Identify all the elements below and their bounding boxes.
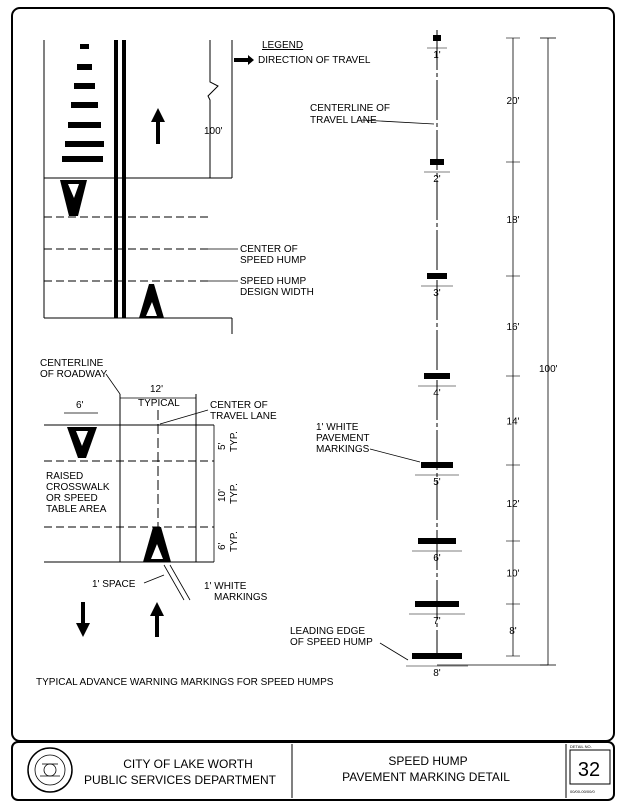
dim-5: 5' (217, 442, 228, 450)
raised-3: OR SPEED (46, 493, 98, 504)
marking-bar-7 (415, 601, 459, 607)
bar-width-label-7: 7' (433, 616, 441, 627)
spacing-label-6: 10' (506, 568, 520, 580)
typ-3: TYP. (229, 531, 240, 552)
spacing-label-2: 18' (506, 215, 520, 226)
total-100-label: 100' (539, 364, 558, 375)
raised-4: TABLE AREA (46, 504, 107, 515)
bar-width-label-6: 6' (433, 553, 441, 564)
spacing-label-4: 14' (506, 416, 520, 428)
bar-width-label-1: 1' (433, 50, 441, 61)
white-markings-1: 1' WHITE (204, 581, 247, 592)
marking-bar-4 (424, 373, 450, 379)
space-label: 1' SPACE (92, 579, 136, 590)
pavement-2: PAVEMENT (316, 433, 370, 444)
spacing-label-5: 12' (506, 499, 520, 510)
design-width-2: DESIGN WIDTH (240, 287, 314, 298)
down-arrow-icon (76, 602, 90, 637)
up-arrow-icon (151, 108, 165, 144)
typical-label: TYPICAL (138, 398, 180, 409)
pavement-3: MARKINGS (316, 444, 370, 455)
bar-width-label-8: 8' (433, 668, 441, 679)
center-of-speed-hump-2: SPEED HUMP (240, 255, 307, 266)
bar-width-label-4: 4' (433, 388, 441, 399)
title-block-frame (12, 742, 614, 800)
caption: TYPICAL ADVANCE WARNING MARKINGS FOR SPEED HUMPS (36, 677, 334, 688)
right-detail (290, 30, 558, 679)
spacing-label-1: 20' (506, 96, 520, 107)
crosswalk-detail (40, 358, 277, 637)
typ-2: TYP. (229, 483, 240, 504)
title-line-2: PAVEMENT MARKING DETAIL (342, 770, 510, 784)
title-line-1: SPEED HUMP (388, 754, 468, 768)
dim-6: 6' (217, 542, 228, 550)
leading-edge-2: OF SPEED HUMP (290, 637, 373, 648)
marking-bar-2 (430, 159, 444, 165)
center-travel-2: TRAVEL LANE (210, 411, 277, 422)
leading-edge-1: LEADING EDGE (290, 626, 366, 637)
detail-number: 32 (577, 759, 601, 781)
legend-item: DIRECTION OF TRAVEL (258, 55, 371, 66)
marking-bar-8 (412, 653, 462, 659)
marking-bar-3 (427, 273, 447, 279)
bar-width-label-5: 5' (433, 477, 441, 488)
centerline-roadway-1: CENTERLINE (40, 358, 104, 369)
pavement-1: 1' WHITE (316, 422, 359, 433)
legend-heading: LEGEND (262, 40, 304, 51)
centerline-travel-1: CENTERLINE OF (310, 103, 391, 114)
marking-bar-1 (433, 35, 441, 41)
white-markings-2: MARKINGS (214, 592, 268, 603)
bar-width-label-2: 2' (433, 174, 441, 185)
spacing-label-7: 8' (509, 626, 517, 637)
width-12-label: 12' (150, 384, 164, 395)
up-arrow-icon (150, 602, 164, 637)
center-of-speed-hump-1: CENTER OF (240, 244, 298, 255)
marking-bar-5 (421, 462, 453, 468)
top-left-detail (44, 40, 314, 334)
revision-code: 00/00-00/00/0 (570, 789, 595, 794)
city-seal (28, 748, 72, 792)
center-travel-1: CENTER OF (210, 400, 268, 411)
raised-1: RAISED (46, 471, 84, 482)
dim-10: 10' (217, 488, 228, 502)
department-name: PUBLIC SERVICES DEPARTMENT (83, 773, 277, 787)
centerline-travel-2: TRAVEL LANE (310, 115, 377, 126)
centerline-roadway-2: OF ROADWAY (40, 369, 108, 380)
detail-no-label: DETAIL NO. (570, 744, 592, 749)
spacing-label-3: 16' (506, 322, 520, 333)
right-arrow-icon (234, 55, 254, 65)
width-6-label: 6' (76, 400, 84, 411)
design-width-1: SPEED HUMP (240, 276, 307, 287)
raised-2: CROSSWALK (46, 482, 110, 493)
title-block (28, 744, 610, 798)
dim-100-label: 100' (204, 126, 223, 137)
city-name: CITY OF LAKE WORTH (123, 757, 253, 771)
typ-1: TYP. (229, 431, 240, 452)
legend (234, 40, 371, 66)
marking-bar-6 (418, 538, 456, 544)
bar-width-label-3: 3' (433, 288, 441, 299)
